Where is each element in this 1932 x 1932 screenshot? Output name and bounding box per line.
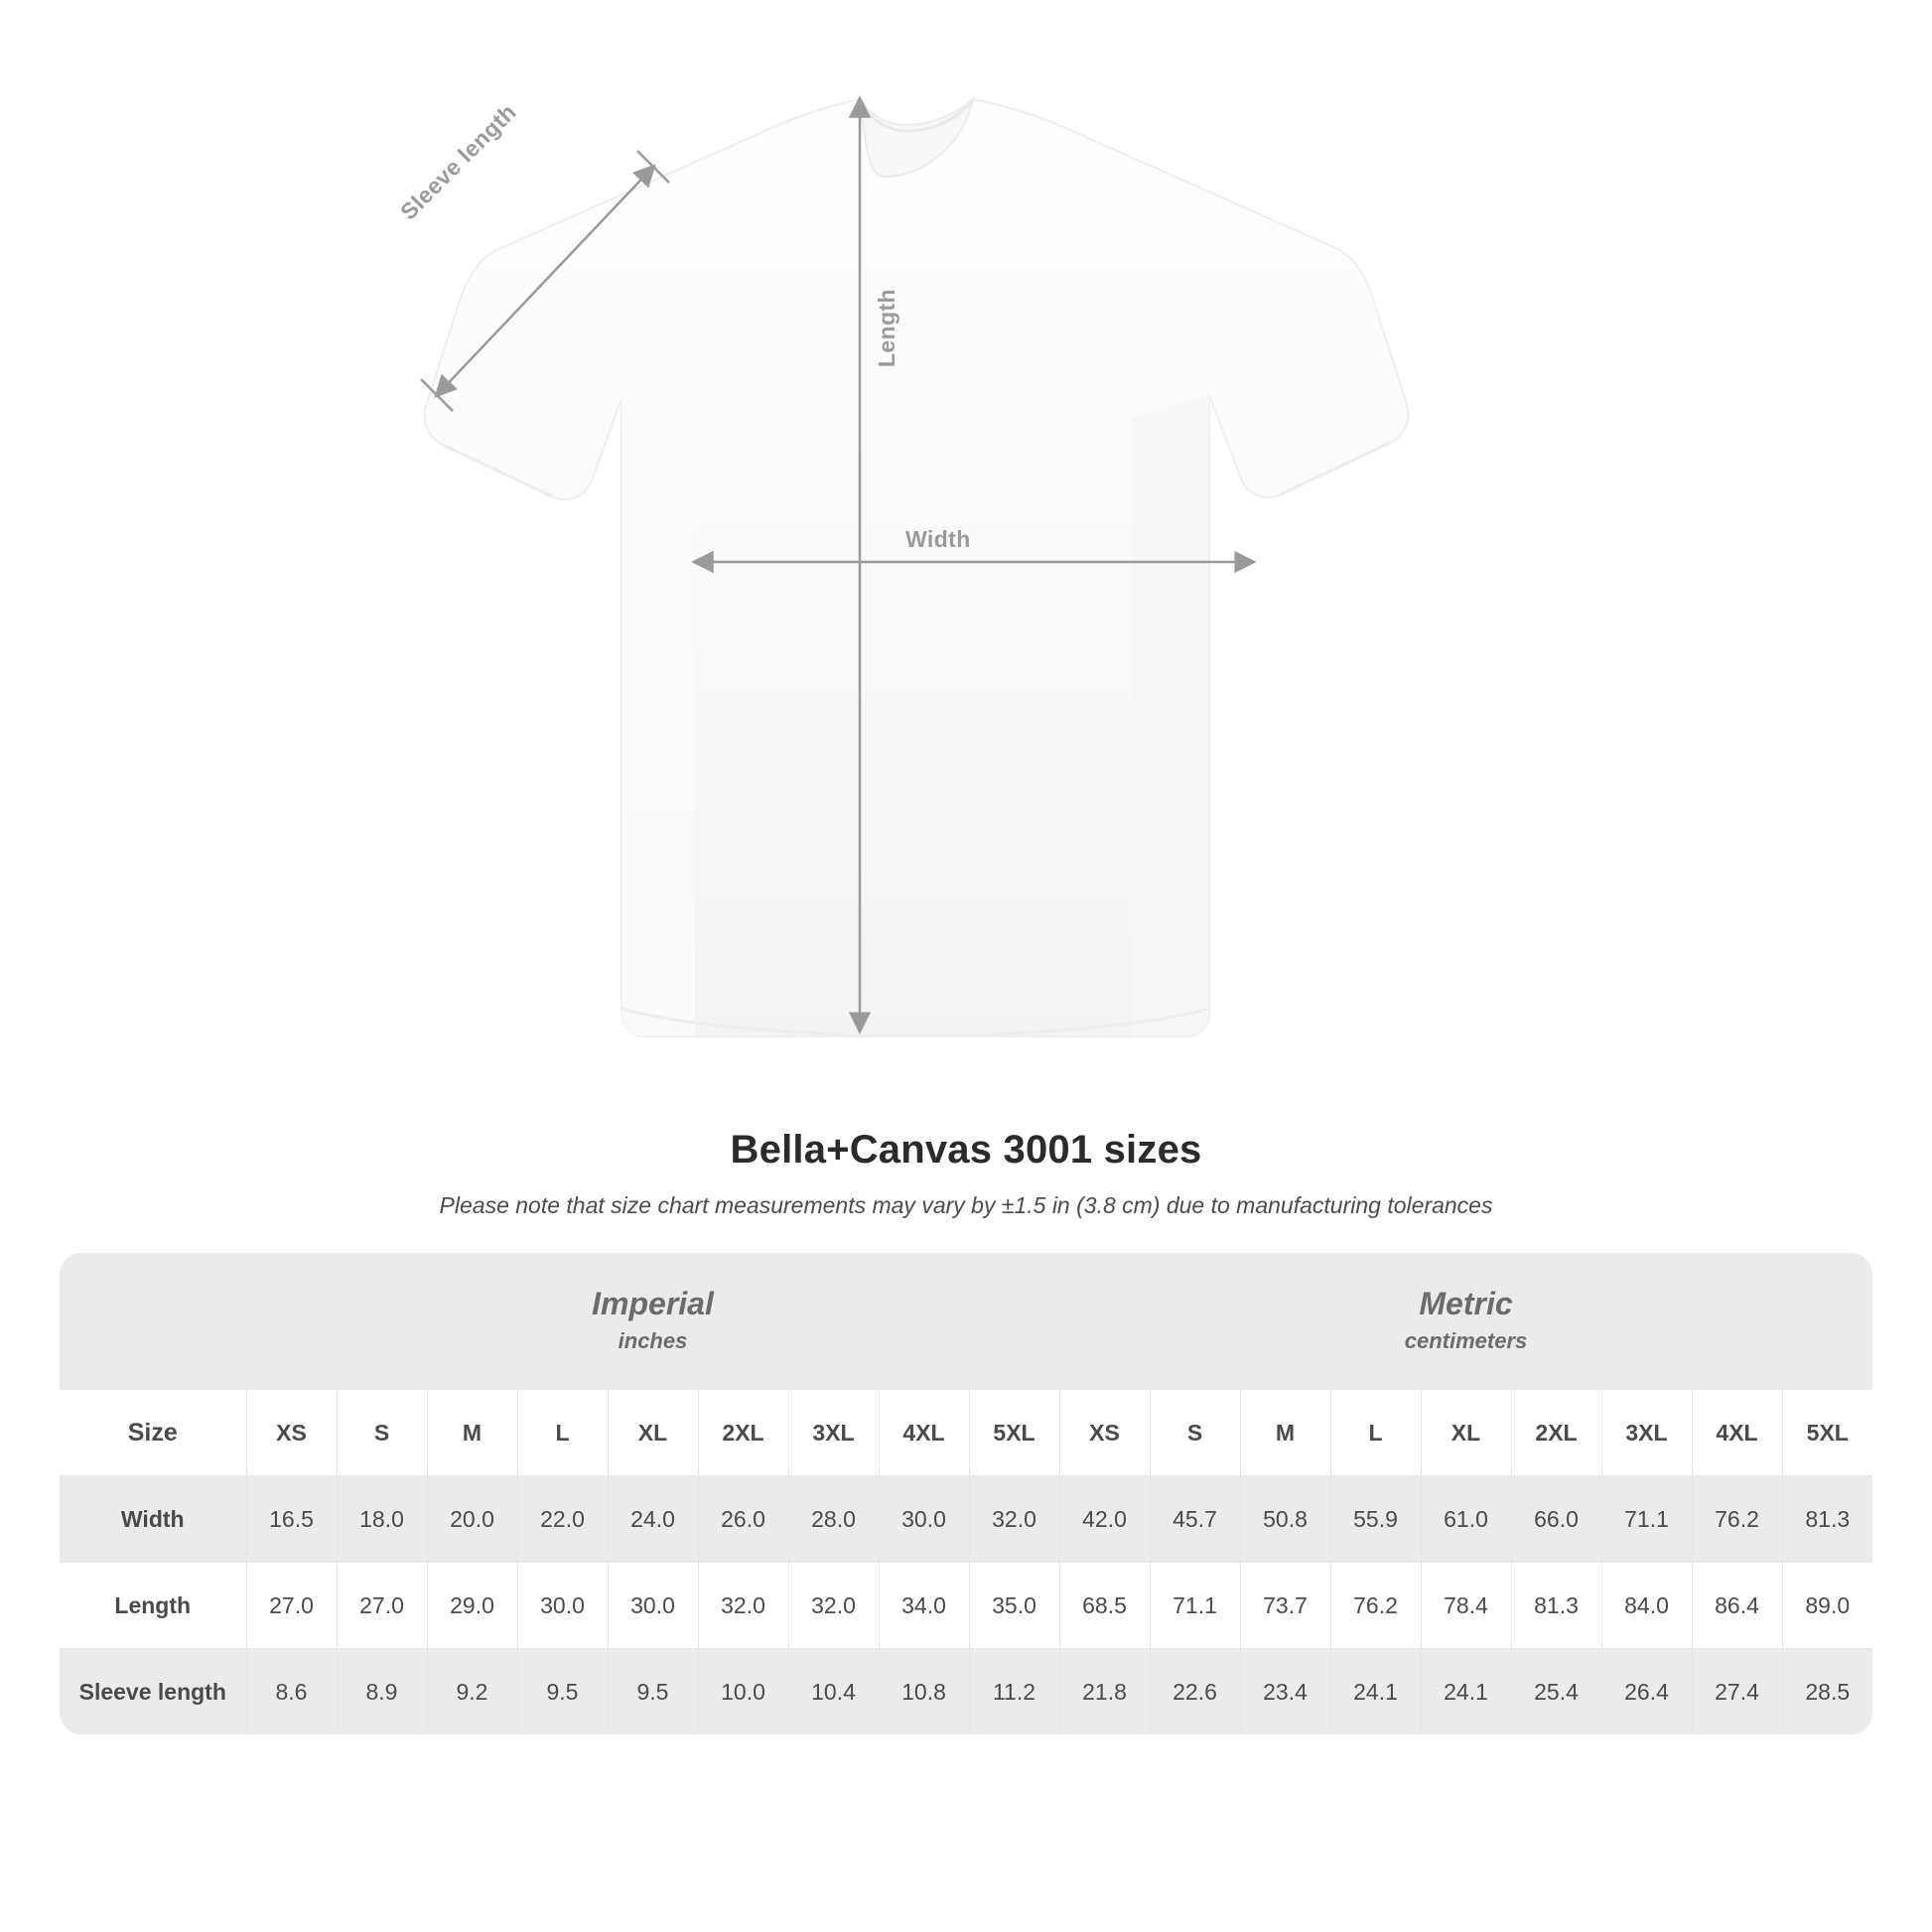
cell: 35.0 [969,1563,1059,1649]
unit-imperial-sub: inches [618,1328,688,1354]
cell: 32.0 [788,1563,879,1649]
table-row [60,1649,1872,1735]
cell: 86.4 [1692,1563,1782,1649]
cell: 29.0 [427,1563,517,1649]
page-title: Bella+Canvas 3001 sizes [730,1128,1202,1172]
cell: 20.0 [427,1476,517,1563]
col-header: 5XL [969,1390,1059,1476]
row-label-length: Length [60,1563,246,1649]
cell: 30.0 [879,1476,969,1563]
size-table [60,1253,1872,1734]
cell: 71.1 [1150,1563,1240,1649]
cell: 28.5 [1782,1649,1872,1735]
unit-metric-name: Metric [1419,1286,1513,1322]
col-header: XL [608,1390,698,1476]
cell: 8.9 [337,1649,427,1735]
cell: 9.5 [517,1649,608,1735]
cell: 22.0 [517,1476,608,1563]
col-header: XS [246,1390,337,1476]
cell: 11.2 [969,1649,1059,1735]
cell: 18.0 [337,1476,427,1563]
unit-imperial [246,1253,1059,1390]
col-header: 5XL [1782,1390,1872,1476]
cell: 9.5 [608,1649,698,1735]
unit-metric-sub: centimeters [1404,1328,1528,1354]
col-header: XS [1059,1390,1150,1476]
table-row [60,1476,1872,1563]
cell: 25.4 [1511,1649,1601,1735]
col-header: L [517,1390,608,1476]
cell: 24.0 [608,1476,698,1563]
column-header-row [60,1390,1872,1476]
cell: 76.2 [1330,1563,1421,1649]
cell: 32.0 [698,1563,788,1649]
cell: 66.0 [1511,1476,1601,1563]
cell: 30.0 [608,1563,698,1649]
cell: 32.0 [969,1476,1059,1563]
cell: 26.4 [1601,1649,1692,1735]
cell: 34.0 [879,1563,969,1649]
row-label-sleeve-length: Sleeve length [60,1649,246,1735]
cell: 30.0 [517,1563,608,1649]
col-header: S [1150,1390,1240,1476]
width-label: Width [905,526,971,552]
cell: 24.1 [1421,1649,1511,1735]
col-header: 2XL [1511,1390,1601,1476]
cell: 10.8 [879,1649,969,1735]
col-header: 4XL [879,1390,969,1476]
col-header: M [427,1390,517,1476]
unit-metric [1059,1253,1872,1390]
cell: 8.6 [246,1649,337,1735]
cell: 68.5 [1059,1563,1150,1649]
cell: 28.0 [788,1476,879,1563]
unit-imperial-name: Imperial [592,1286,714,1322]
cell: 84.0 [1601,1563,1692,1649]
cell: 78.4 [1421,1563,1511,1649]
col-header: 4XL [1692,1390,1782,1476]
cell: 10.4 [788,1649,879,1735]
col-header: XL [1421,1390,1511,1476]
cell: 10.0 [698,1649,788,1735]
col-header: 3XL [1601,1390,1692,1476]
cell: 9.2 [427,1649,517,1735]
cell: 61.0 [1421,1476,1511,1563]
cell: 27.4 [1692,1649,1782,1735]
tshirt-body [425,99,1409,1036]
cell: 50.8 [1240,1476,1330,1563]
cell: 81.3 [1511,1563,1601,1649]
col-header: 2XL [698,1390,788,1476]
table-row [60,1563,1872,1649]
tolerance-note: Please note that size chart measurements may vary by ±1.5 in (3.8 cm) due to manufacturing tolerances [439,1192,1493,1218]
cell: 21.8 [1059,1649,1150,1735]
cell: 73.7 [1240,1563,1330,1649]
cell: 23.4 [1240,1649,1330,1735]
cell: 27.0 [337,1563,427,1649]
cell: 89.0 [1782,1563,1872,1649]
cell: 27.0 [246,1563,337,1649]
col-header: S [337,1390,427,1476]
cell: 55.9 [1330,1476,1421,1563]
row-label-width: Width [60,1476,246,1563]
unit-header-row [60,1253,1872,1390]
length-label: Length [874,288,899,367]
sleeve-length-label: Sleeve length [395,98,521,225]
col-header: M [1240,1390,1330,1476]
cell: 26.0 [698,1476,788,1563]
cell: 16.5 [246,1476,337,1563]
cell: 71.1 [1601,1476,1692,1563]
cell: 45.7 [1150,1476,1240,1563]
col-header: 3XL [788,1390,879,1476]
size-header: Size [60,1390,246,1476]
cell: 42.0 [1059,1476,1150,1563]
col-header: L [1330,1390,1421,1476]
cell: 76.2 [1692,1476,1782,1563]
cell: 81.3 [1782,1476,1872,1563]
cell: 24.1 [1330,1649,1421,1735]
size-table-wrapper [60,1253,1872,1734]
cell: 22.6 [1150,1649,1240,1735]
unit-spacer [60,1253,246,1390]
title-block [0,1128,1932,1219]
